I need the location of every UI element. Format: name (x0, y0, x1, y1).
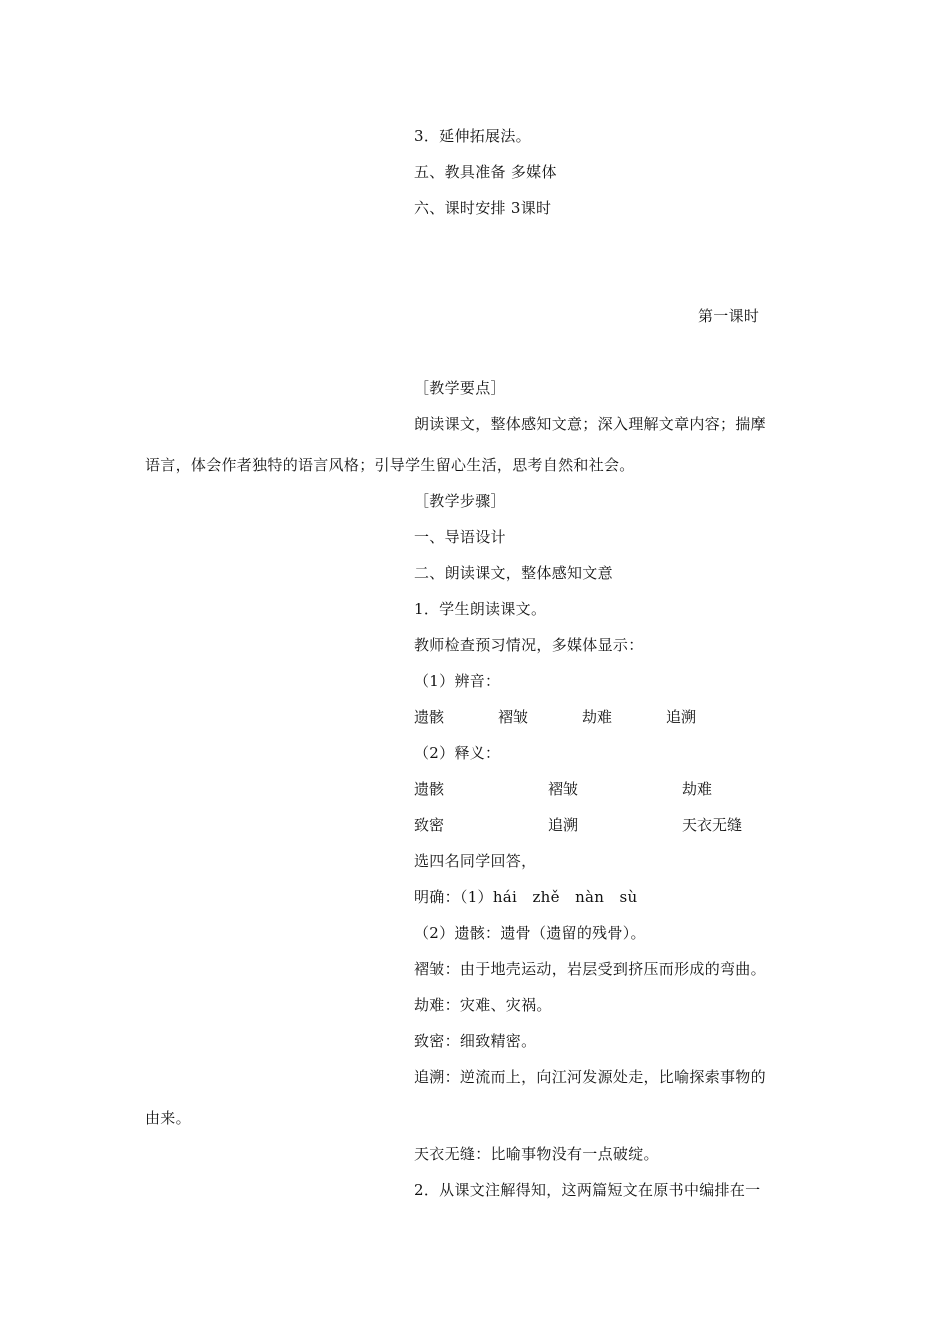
pronunciation-heading: （1）辨音： (414, 672, 501, 690)
meaning-heading: （2）释义： (414, 744, 501, 762)
preview-check: 教师检查预习情况，多媒体显示： (414, 636, 644, 654)
lesson-title: 第一课时 (698, 307, 760, 325)
step-2-2: 2．从课文注解得知，这两篇短文在原书中编排在一 (414, 1181, 761, 1199)
meaning-word: 天衣无缝 (682, 816, 743, 834)
meaning-word: 褶皱 (548, 780, 579, 798)
meaning-words-row-2 (414, 815, 794, 835)
teaching-aids: 五、教具准备 多媒体 (414, 163, 557, 181)
pron-word: 追溯 (666, 708, 697, 726)
step-2: 二、朗读课文，整体感知文意 (414, 564, 613, 582)
answer-zhimi: 致密：细致精密。 (414, 1032, 537, 1050)
key-points-line-1: 朗读课文，整体感知文意；深入理解文章内容；揣摩 (414, 415, 766, 433)
meaning-words-row-1 (414, 779, 794, 799)
answer-yihai: （2）遗骸：遗骨（遗留的残骨）。 (414, 924, 646, 942)
answer-jienan: 劫难：灾难、灾祸。 (414, 996, 552, 1014)
key-points-line-2: 语言，体会作者独特的语言风格；引导学生留心生活，思考自然和社会。 (145, 456, 635, 474)
meaning-word: 致密 (414, 816, 445, 834)
pron-word: 褶皱 (498, 708, 529, 726)
pron-word: 遗骸 (414, 708, 445, 726)
steps-heading: ［教学步骤］ (414, 492, 506, 510)
answer-tianyi: 天衣无缝：比喻事物没有一点破绽。 (414, 1145, 659, 1163)
step-1: 一、导语设计 (414, 528, 506, 546)
choose-students: 选四名同学回答， (414, 852, 537, 870)
answer-pronunciation: 明确：（1）hái zhě nàn sù (414, 888, 638, 906)
key-points-heading: ［教学要点］ (414, 379, 506, 397)
answer-zhezhou: 褶皱：由于地壳运动，岩层受到挤压而形成的弯曲。 (414, 960, 766, 978)
meaning-word: 追溯 (548, 816, 579, 834)
answer-zhuisu-line-1: 追溯：逆流而上，向江河发源处走，比喻探索事物的 (414, 1068, 766, 1086)
lesson-schedule: 六、课时安排 3课时 (414, 199, 552, 217)
pron-word: 劫难 (582, 708, 613, 726)
pronunciation-words (414, 707, 714, 727)
step-2-1: 1．学生朗读课文。 (414, 600, 547, 618)
meaning-word: 劫难 (682, 780, 713, 798)
answer-zhuisu-line-2: 由来。 (145, 1109, 191, 1127)
meaning-word: 遗骸 (414, 780, 445, 798)
method-3: 3．延伸拓展法。 (414, 127, 531, 145)
